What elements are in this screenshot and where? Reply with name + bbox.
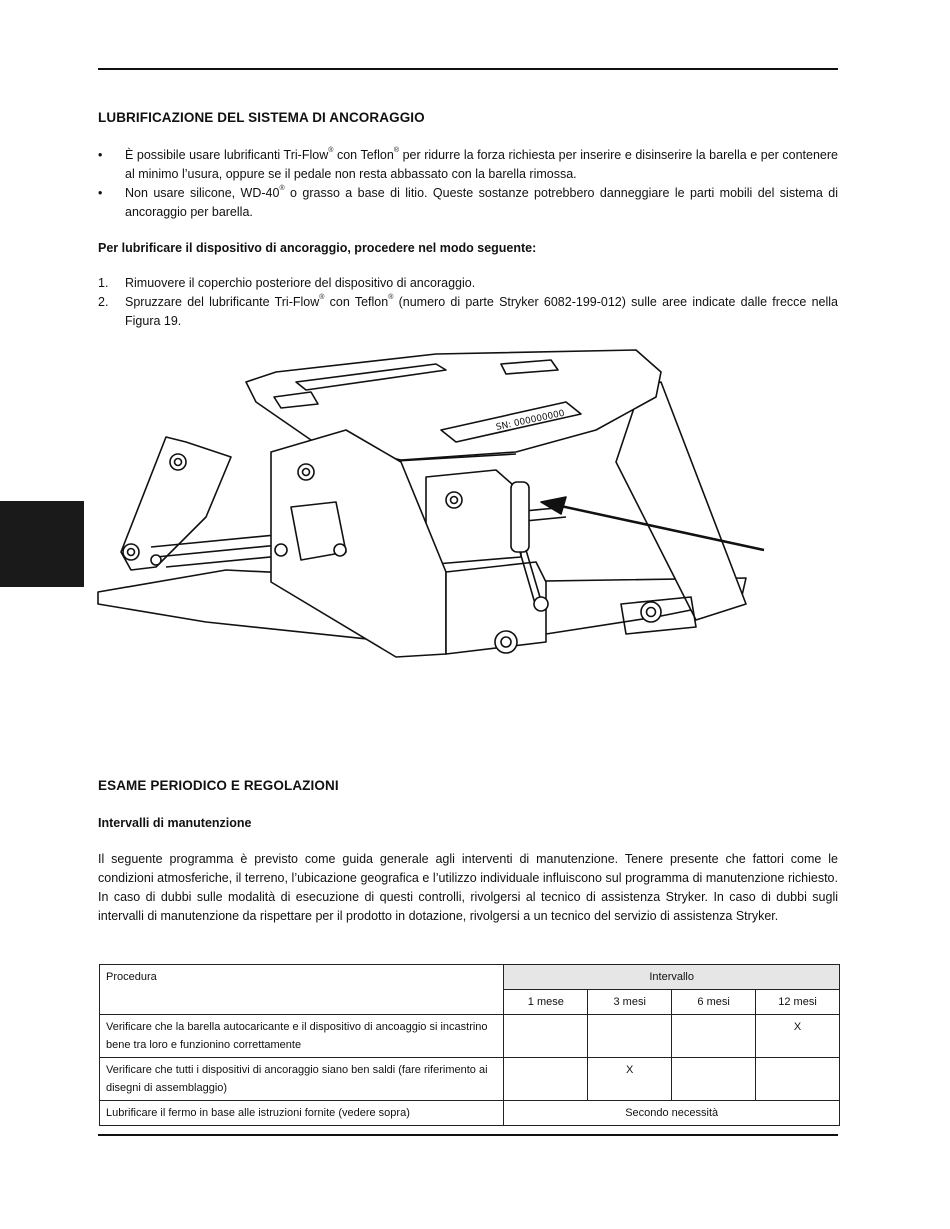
maintenance-paragraph: Il seguente programma è previsto come guida generale agli interventi di manutenzione. Tenere presente che fattori come le condizioni atmosferiche, il terreno, l’ubicazione geografica e l’utilizzo individuale influiscono sul programma di manutenzione richiesto. In caso di dubbi sulle modalità di esecuzione di questi controlli, rivolgersi al tecnico di assistenza Stryker. In caso di dubbi sugli intervalli di manutenzione da rispettare per il prodotto in dotazione, rivolgersi a un tecnico del servizio di assistenza Stryker. bbox=[98, 852, 838, 923]
maintenance-intervals-title: Intervalli di manutenzione bbox=[98, 816, 252, 830]
interval-col-4: 12 mesi bbox=[756, 990, 840, 1015]
procedure-heading: Per lubrificare il dispositivo di ancoraggio, procedere nel modo seguente: bbox=[98, 241, 537, 255]
serial-plate-text: SN: 000000000 bbox=[495, 408, 566, 433]
as-needed-cell: Secondo necessità bbox=[504, 1101, 840, 1126]
top-rule bbox=[98, 68, 838, 70]
bolt bbox=[170, 454, 186, 470]
interval-cell bbox=[588, 1015, 672, 1058]
bottom-rule bbox=[98, 1134, 838, 1136]
bolt bbox=[298, 464, 314, 480]
table-row bbox=[100, 1058, 840, 1101]
interval-cell bbox=[756, 1058, 840, 1101]
step-item: 1. Rimuovere il coperchio posteriore del dispositivo di ancoraggio. bbox=[98, 276, 476, 290]
interval-col-2: 3 mesi bbox=[588, 990, 672, 1015]
table-row bbox=[100, 1101, 840, 1126]
procedure-steps bbox=[98, 274, 838, 331]
bolt bbox=[275, 544, 287, 556]
bolt bbox=[446, 492, 462, 508]
center-block bbox=[426, 470, 521, 564]
interval-cell: X bbox=[588, 1058, 672, 1101]
bolt bbox=[495, 631, 517, 653]
interval-col-3: 6 mesi bbox=[672, 990, 756, 1015]
section-title-lubrication: LUBRIFICAZIONE DEL SISTEMA DI ANCORAGGIO bbox=[98, 110, 425, 125]
antler-mount-figure bbox=[96, 342, 776, 682]
interval-cell: X bbox=[756, 1015, 840, 1058]
bullet-item: • Non usare silicone, WD-40® o grasso a base di litio. Queste sostanze potrebbero danneggiare le parti mobili del sistema di ancoraggio per barella. bbox=[98, 185, 838, 219]
section-title-inspection: ESAME PERIODICO E REGOLAZIONI bbox=[98, 778, 339, 793]
procedure-cell: Verificare che la barella autocaricante e il dispositivo di ancoaggio si incastrino bene tra loro e funzionino correttamente bbox=[100, 1015, 504, 1058]
maintenance-schedule-table bbox=[99, 964, 840, 1126]
interval-col-1: 1 mese bbox=[504, 990, 588, 1015]
bolt bbox=[534, 597, 548, 611]
section-tab bbox=[0, 501, 84, 587]
interval-cell bbox=[504, 1058, 588, 1101]
bullet-item: • È possibile usare lubrificanti Tri-Flow® con Teflon® per ridurre la forza richiesta per inserire e disinserire la barella e per contenere al minimo l’usura, oppure se il pedale non resta abbassato con la barella rimossa. bbox=[98, 147, 838, 181]
procedure-cell: Verificare che tutti i dispositivi di ancoraggio siano ben saldi (fare riferimento ai disegni di assemblaggio) bbox=[100, 1058, 504, 1101]
bolt bbox=[641, 602, 661, 622]
interval-header: Intervallo bbox=[504, 965, 840, 990]
bolt bbox=[123, 544, 139, 560]
procedure-header: Procedura bbox=[100, 965, 504, 1015]
interval-cell bbox=[672, 1058, 756, 1101]
table-row bbox=[100, 1015, 840, 1058]
step-item: 2. Spruzzare del lubrificante Tri-Flow® con Teflon® (numero di parte Stryker 6082-199-012) sulle aree indicate dalle frecce nella Figura 19. bbox=[98, 294, 838, 328]
interval-cell bbox=[504, 1015, 588, 1058]
procedure-cell: Lubrificare il fermo in base alle istruzioni fornite (vedere sopra) bbox=[100, 1101, 504, 1126]
bolt bbox=[334, 544, 346, 556]
bolt bbox=[151, 555, 161, 565]
interval-cell bbox=[672, 1015, 756, 1058]
lubrication-bullets bbox=[98, 146, 838, 222]
